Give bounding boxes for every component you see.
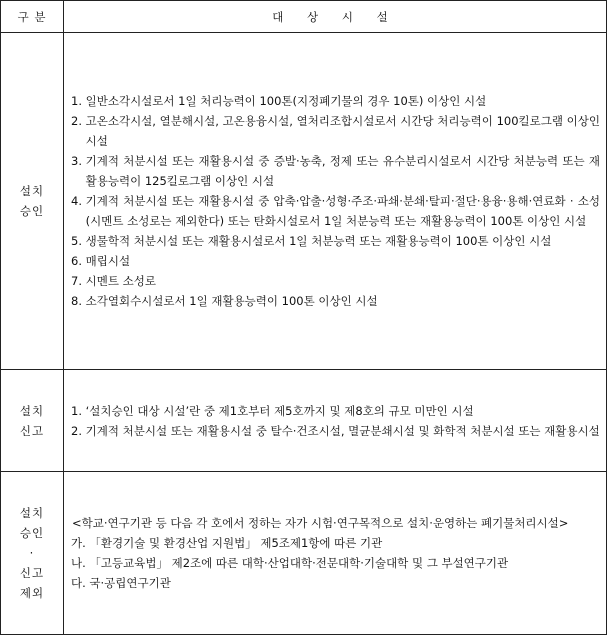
list-item: 6. 매립시설 bbox=[71, 254, 131, 268]
list-item: 2. 기계적 처분시설 또는 재활용시설 중 탈수·건조시설, 멸균분쇄시설 및 화학적 처분시설 또는 재활용시설 bbox=[71, 423, 600, 438]
category-exemption: 설치 승인 · 신고 제외 bbox=[1, 472, 64, 635]
list-item: 1. ‘설치승인 대상 시설’란 중 제1호부터 제5호까지 및 제8호의 규모 미만인 시설 bbox=[71, 403, 474, 418]
list-item: 나. 「고등교육법」 제2조에 따른 대학·산업대학·전문대학·기술대학 및 그 부설연구기관 bbox=[71, 556, 509, 570]
list-item: 8. 소각열회수시설로서 1일 재활용능력이 100톤 이상인 시설 bbox=[71, 294, 378, 308]
list-item: 가. 「환경기술 및 환경산업 지원법」 제5조제1항에 따른 기관 bbox=[71, 536, 383, 550]
exemption-intro: <학교·연구기관 등 다음 각 호에서 정하는 자가 시험·연구목적으로 설치·운영하는 폐기물처리시설> bbox=[72, 516, 569, 530]
list-item: 4. 기계적 처분시설 또는 재활용시설 중 압축·압출·성형·주조·파쇄·분쇄·탈피·절단·용융·용해·연료화 · 소성(시멘트 소성로는 제외한다) 또는 탄화시설로서 1일 처분능력 또는 재활용능력이 100톤 이상인 시설 bbox=[71, 194, 600, 228]
list-item: 1. 일반소각시설로서 1일 처리능력이 100톤(지정폐기물의 경우 10톤) 이상인 시설 bbox=[71, 94, 487, 108]
row-exemption bbox=[1, 472, 607, 635]
list-item: 2. 고온소각시설, 열분해시설, 고온용융시설, 열처리조합시설로서 시간당 처리능력이 100킬로그램 이상인 시설 bbox=[71, 114, 600, 148]
header-category: 구 분 bbox=[1, 1, 64, 33]
header-row bbox=[1, 1, 607, 33]
row-install-approval bbox=[1, 33, 607, 370]
facility-list-approval bbox=[64, 33, 607, 370]
row-install-report bbox=[1, 370, 607, 472]
list-item: 5. 생물학적 처분시설 또는 재활용시설로서 1일 처분능력 또는 재활용능력이 100톤 이상인 시설 bbox=[71, 234, 552, 248]
category-install-report: 설치 신고 bbox=[1, 370, 64, 472]
list-item: 3. 기계적 처분시설 또는 재활용시설 중 증발·농축, 정제 또는 유수분리시설로서 시간당 처분능력 또는 재활용능력이 125킬로그램 이상인 시설 bbox=[71, 154, 600, 188]
category-install-approval: 설치 승인 bbox=[1, 33, 64, 370]
list-item: 다. 국·공립연구기관 bbox=[71, 576, 171, 590]
list-item: 7. 시멘트 소성로 bbox=[71, 274, 156, 288]
facility-list-report bbox=[64, 370, 607, 472]
header-facility: 대 상 시 설 bbox=[64, 1, 607, 33]
facility-list-exemption bbox=[64, 472, 607, 635]
